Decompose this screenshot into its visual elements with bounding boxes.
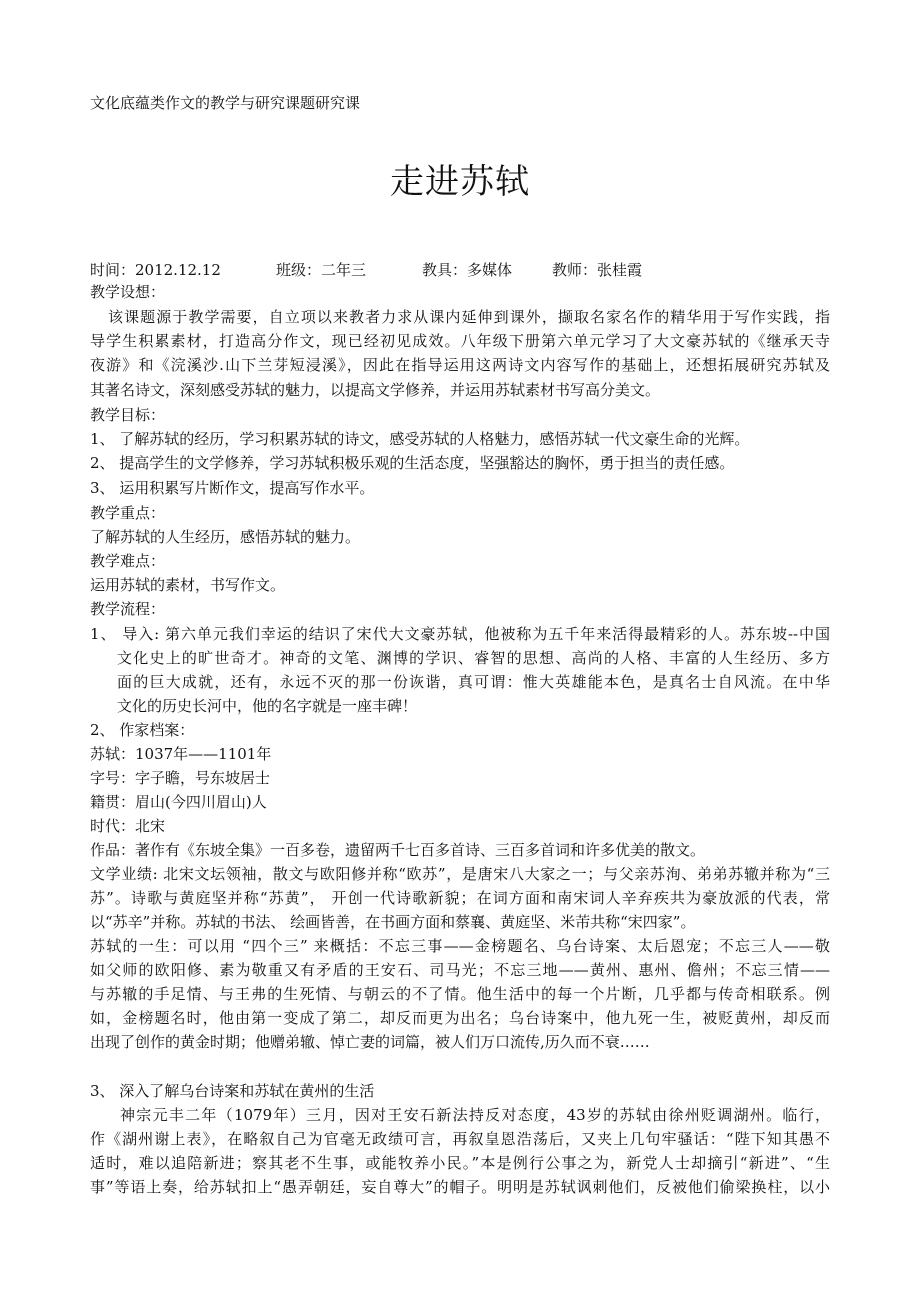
difficulty-text: 运用苏轼的素材，书写作文。: [90, 576, 286, 594]
intro-line: 文化史上的旷世奇才。神奇的文笔、渊博的学识、睿智的思想、高尚的人格、丰富的人生经历、多方: [117, 649, 830, 667]
lesson-time: 时间：2012.12.12: [90, 261, 221, 279]
lesson-teacher: 教师：张桂霞: [552, 261, 643, 279]
section3-line: 作《湖州谢上表》，在略叙自己为官毫无政绩可言，再叙皇恩浩荡后，又夹上几句牢骚话：“陛下知其愚不: [90, 1130, 830, 1148]
goal-item: 1、 了解苏轼的经历，学习积累苏轼的诗文，感受苏轼的人格魅力，感悟苏轼一代文豪生命的光辉。: [90, 430, 750, 448]
goal-item: 3、 运用积累写片断作文，提高写作水平。: [90, 479, 375, 497]
section3-heading: 3、 深入了解乌台诗案和苏轼在黄州的生活: [90, 1082, 375, 1100]
profile-item: 苏轼：1037年——1101年: [90, 745, 272, 763]
lesson-class: 班级：二年三: [276, 261, 367, 279]
design-line: 该课题源于教学需要，自立项以来教者力求从课内延伸到课外，撷取名家名作的精华用于写作实践，指: [108, 308, 830, 326]
lesson-meta-row: [90, 259, 830, 281]
process-heading: 教学流程：: [90, 600, 166, 618]
goal-item: 2、 提高学生的文学修养，学习苏轼积极乐观的生活态度，坚强豁达的胸怀，勇于担当的责任感。: [90, 454, 735, 472]
section3-line: 事”等语上奏，给苏轼扣上“愚弄朝廷，妄自尊大”的帽子。明明是苏轼讽刺他们，反被他们偷梁换柱，以小: [90, 1178, 830, 1196]
life-line: 苏轼的一生：可以用 “四个三” 来概括：不忘三事——金榜题名、乌台诗案、太后恩宠；不忘三人——敬: [90, 937, 830, 955]
life-line: 如父师的欧阳修、素为敬重又有矛盾的王安石、司马光；不忘三地——黄州、惠州、儋州；不忘三情——: [90, 961, 830, 979]
achievement-line: 以“苏辛”并称。苏轼的书法、 绘画皆善，在书画方面和蔡襄、黄庭坚、米芾共称“宋四家”。: [90, 913, 696, 931]
lesson-tool: 教具：多媒体: [422, 261, 513, 279]
intro-line: 1、 导入: 第六单元我们幸运的结识了宋代大文豪苏轼，他被称为五千年来活得最精彩的人。苏东坡--中国: [90, 625, 830, 643]
document-header-line: 文化底蕴类作文的教学与研究课题研究课: [90, 94, 361, 112]
intro-line: 文化的历史长河中，他的名字就是一座丰碑！: [117, 697, 418, 715]
focus-text: 了解苏轼的人生经历，感悟苏轼的魅力。: [90, 528, 361, 546]
profile-item: 籍贯：眉山(今四川眉山)人: [90, 793, 267, 811]
life-line: 出现了创作的黄金时期；他赠弟辙、悼亡妻的词篇，被人们万口流传,历久而不衰……: [90, 1033, 650, 1051]
profile-item: 时代：北宋: [90, 817, 166, 835]
profile-heading: 2、 作家档案：: [90, 721, 195, 739]
design-line: 其著名诗文，深刻感受苏轼的魅力，以提高文学修养，并运用苏轼素材书写高分美文。: [90, 381, 661, 399]
profile-item: 字号：字子瞻，号东坡居士: [90, 769, 271, 787]
difficulty-heading: 教学难点：: [90, 552, 166, 570]
life-line: 与苏辙的手足情、与王弗的生死情、与朝云的不了情。他生活中的每一个片断，几乎都与传奇相联系。例: [90, 985, 830, 1003]
focus-heading: 教学重点：: [90, 504, 166, 522]
achievement-line: 文学业绩: 北宋文坛领袖，散文与欧阳修并称“欧苏”，是唐宋八大家之一；与父亲苏洵、弟弟苏辙并称为“三: [90, 865, 830, 883]
design-line: 夜游》和《浣溪沙.山下兰芽短浸溪》，因此在指导运用这两诗文内容写作的基础上，还想拓展研究苏轼及: [90, 356, 830, 374]
profile-item: 作品：著作有《东坡全集》一百多卷，遗留两千七百多首诗、三百多首词和许多优美的散文。: [90, 841, 706, 859]
achievement-line: 苏”。诗歌与黄庭坚并称“苏黄”， 开创一代诗歌新貌；在词方面和南宋词人辛弃疾共为豪放派的代表，常: [90, 889, 830, 907]
goals-heading: 教学目标：: [90, 406, 166, 424]
document-title: 走进苏轼: [390, 162, 530, 202]
life-line: 如，金榜题名时，他由第一变成了第二，却反而更为出名；乌台诗案中，他九死一生，被贬黄州，却反而: [90, 1009, 830, 1027]
intro-line: 面的巨大成就，还有，永远不灭的那一份诙谐，真可谓：惟大英雄能本色，是真名士自风流。在中华: [117, 673, 830, 691]
design-heading: 教学设想：: [90, 283, 166, 301]
section3-line: 神宗元丰二年（1079年）三月，因对王安石新法持反对态度，43岁的苏轼由徐州贬调湖州。临行，: [120, 1106, 830, 1124]
design-line: 导学生积累素材，打造高分作文，现已经初见成效。八年级下册第六单元学习了大文豪苏轼的《继承天寺: [90, 332, 830, 350]
section3-line: 适时，难以追陪新进；察其老不生事，或能牧养小民。”本是例行公事之为，新党人士却摘引“新进”、“生: [90, 1154, 830, 1172]
